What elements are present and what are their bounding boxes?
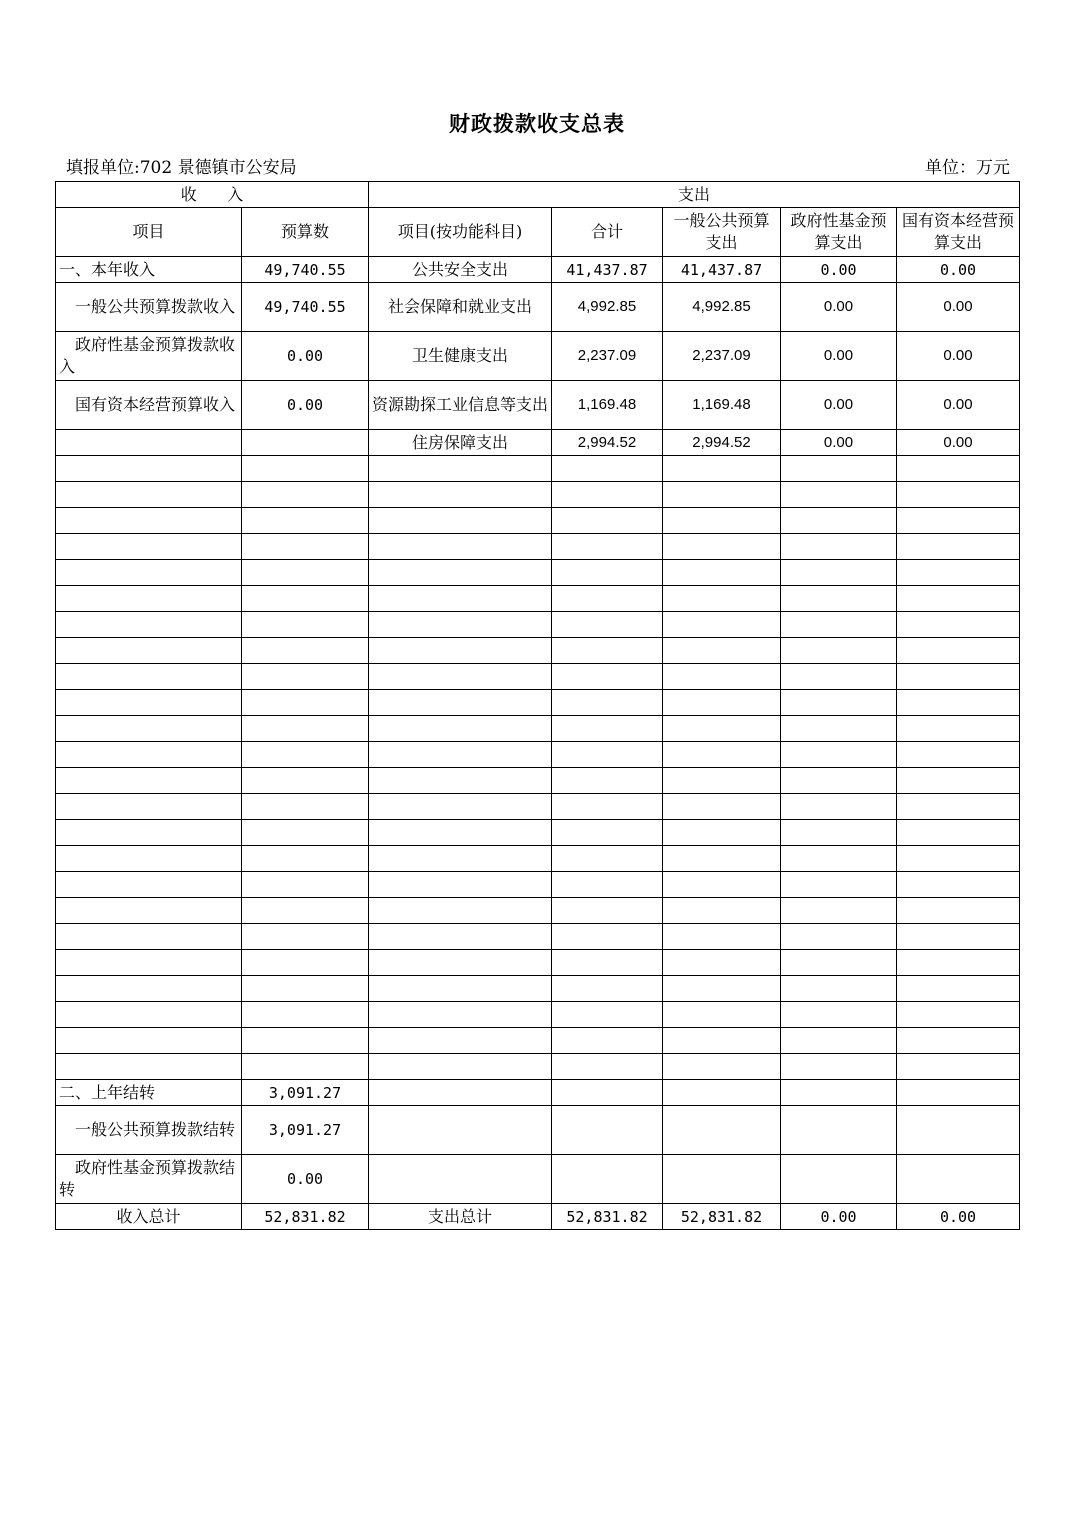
expense-total: 2,994.52 (552, 430, 663, 456)
expense-fund: 0.00 (781, 332, 897, 381)
budget-table (55, 181, 1020, 1230)
expense-total: 1,169.48 (552, 381, 663, 430)
income-header: 收 入 (56, 182, 369, 208)
income-amount: 0.00 (242, 381, 369, 430)
expense-total: 41,437.87 (552, 257, 663, 283)
empty-row (56, 820, 1020, 846)
expense-total-fund: 0.00 (781, 1204, 897, 1230)
col-fund: 政府性基金预算支出 (781, 208, 897, 257)
empty-row (56, 768, 1020, 794)
empty-row (56, 482, 1020, 508)
empty-row (56, 924, 1020, 950)
empty-row (56, 534, 1020, 560)
table-row (56, 1155, 1020, 1204)
empty-row (56, 1028, 1020, 1054)
empty-row (56, 586, 1020, 612)
carryover-amount: 3,091.27 (242, 1106, 369, 1155)
expense-total: 4,992.85 (552, 283, 663, 332)
expense-total-label: 支出总计 (369, 1204, 552, 1230)
expense-general: 2,237.09 (663, 332, 781, 381)
empty-row (56, 612, 1020, 638)
expense-item: 住房保障支出 (369, 430, 552, 456)
carryover-amount: 0.00 (242, 1155, 369, 1204)
empty-row (56, 638, 1020, 664)
expense-total-general: 52,831.82 (663, 1204, 781, 1230)
carryover-item: 一般公共预算拨款结转 (56, 1106, 242, 1155)
empty-row (56, 560, 1020, 586)
income-amount: 49,740.55 (242, 257, 369, 283)
empty-row (56, 716, 1020, 742)
empty-row (56, 664, 1020, 690)
expense-state: 0.00 (897, 381, 1020, 430)
empty-row (56, 742, 1020, 768)
table-row (56, 381, 1020, 430)
income-item: 国有资本经营预算收入 (56, 381, 242, 430)
income-total-amount: 52,831.82 (242, 1204, 369, 1230)
income-amount (242, 430, 369, 456)
expense-general: 2,994.52 (663, 430, 781, 456)
expense-fund: 0.00 (781, 430, 897, 456)
expense-general: 41,437.87 (663, 257, 781, 283)
income-item (56, 430, 242, 456)
carryover-amount: 3,091.27 (242, 1080, 369, 1106)
col-total: 合计 (552, 208, 663, 257)
reporting-unit: 填报单位:702 景德镇市公安局 (66, 158, 297, 178)
expense-header: 支出 (369, 182, 1020, 208)
empty-row (56, 456, 1020, 482)
table-row (56, 1106, 1020, 1155)
col-general: 一般公共预算支出 (663, 208, 781, 257)
table-row (56, 332, 1020, 381)
expense-item: 卫生健康支出 (369, 332, 552, 381)
empty-row (56, 950, 1020, 976)
table-row (56, 430, 1020, 456)
empty-row (56, 976, 1020, 1002)
carryover-item: 二、上年结转 (56, 1080, 242, 1106)
col-state: 国有资本经营预算支出 (897, 208, 1020, 257)
expense-total: 2,237.09 (552, 332, 663, 381)
income-item: 政府性基金预算拨款收入 (56, 332, 242, 381)
expense-fund: 0.00 (781, 381, 897, 430)
totals-row (56, 1204, 1020, 1230)
expense-fund: 0.00 (781, 257, 897, 283)
income-total-label: 收入总计 (56, 1204, 242, 1230)
carryover-item: 政府性基金预算拨款结转 (56, 1155, 242, 1204)
col-item: 项目 (56, 208, 242, 257)
empty-row (56, 872, 1020, 898)
income-amount: 0.00 (242, 332, 369, 381)
expense-general: 4,992.85 (663, 283, 781, 332)
header-row-columns (56, 208, 1020, 257)
expense-total-state: 0.00 (897, 1204, 1020, 1230)
expense-item: 社会保障和就业支出 (369, 283, 552, 332)
expense-state: 0.00 (897, 283, 1020, 332)
income-item: 一般公共预算拨款收入 (56, 283, 242, 332)
table-row (56, 1080, 1020, 1106)
table-row (56, 283, 1020, 332)
table-row (56, 257, 1020, 283)
empty-row (56, 1054, 1020, 1080)
expense-general: 1,169.48 (663, 381, 781, 430)
expense-item: 资源勘探工业信息等支出 (369, 381, 552, 430)
empty-row (56, 1002, 1020, 1028)
empty-row (56, 898, 1020, 924)
expense-state: 0.00 (897, 430, 1020, 456)
income-amount: 49,740.55 (242, 283, 369, 332)
empty-row (56, 794, 1020, 820)
expense-state: 0.00 (897, 332, 1020, 381)
header-row-group (56, 182, 1020, 208)
expense-fund: 0.00 (781, 283, 897, 332)
expense-state: 0.00 (897, 257, 1020, 283)
currency-unit: 单位：万元 (925, 158, 1010, 178)
expense-item: 公共安全支出 (369, 257, 552, 283)
page-title: 财政拨款收支总表 (449, 111, 625, 136)
empty-row (56, 508, 1020, 534)
col-item-func: 项目(按功能科目) (369, 208, 552, 257)
expense-total-sum: 52,831.82 (552, 1204, 663, 1230)
col-budget: 预算数 (242, 208, 369, 257)
empty-row (56, 846, 1020, 872)
income-item: 一、本年收入 (56, 257, 242, 283)
empty-row (56, 690, 1020, 716)
